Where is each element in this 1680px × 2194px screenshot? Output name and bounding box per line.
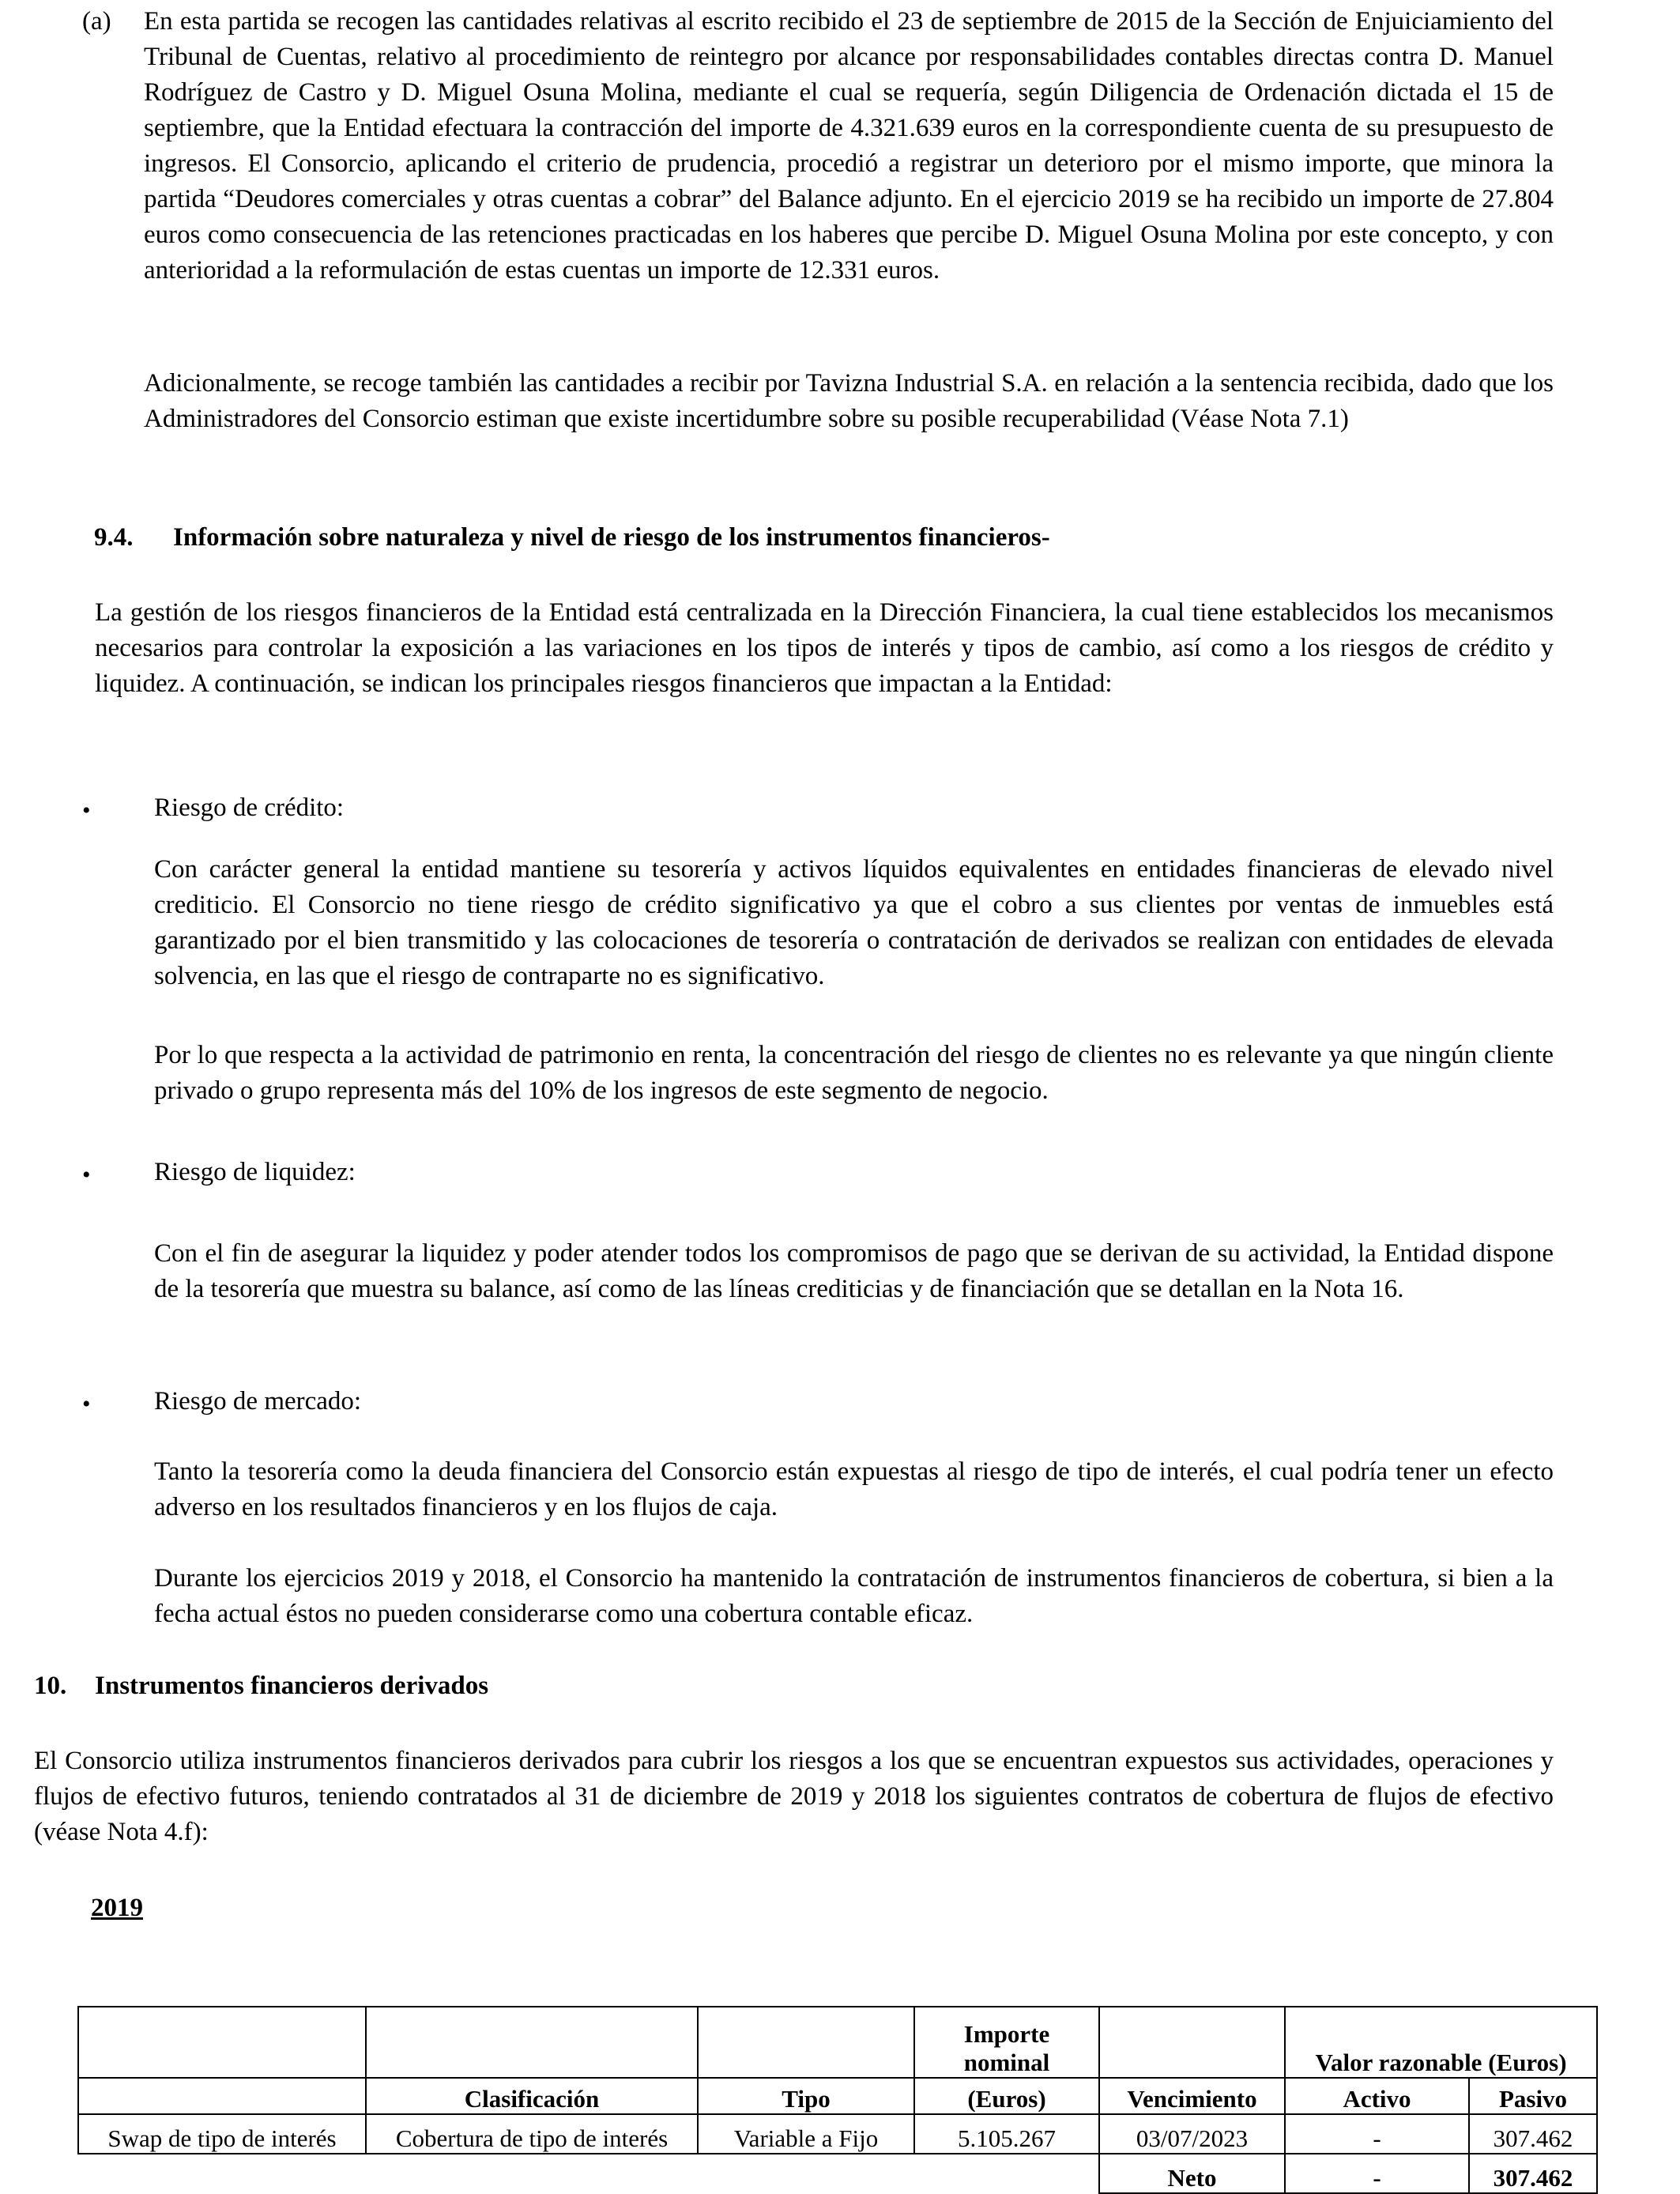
total-pasivo: 307.462 (1469, 2154, 1597, 2193)
table-row (78, 2114, 1597, 2154)
risk-label-credito: Riesgo de crédito: (154, 794, 345, 822)
paragraph-a-2: Adicionalmente, se recoge también las cantidades a recibir por Tavizna Industrial S.A. en relación a la sentencia recibida, dado que los Administradores del Consorcio estiman que existe incertidumbre sobre su posible recuperabilidad (Véase Nota 7.1) (144, 369, 1554, 433)
table-header-row (78, 2078, 1597, 2114)
table-cell (78, 2078, 366, 2114)
table-cell (366, 2154, 698, 2193)
risk-paragraph: Por lo que respecta a la actividad de patrimonio en renta, la concentración del riesgo de clientes no es relevante ya que ningún cliente privado o grupo representa más del 10% de los ingresos de este segmento de negocio. (154, 1041, 1554, 1105)
section-number: 9.4. (94, 523, 134, 552)
table-header-row (78, 2007, 1597, 2078)
header-importe-units: (Euros) (914, 2078, 1099, 2114)
cell-instrumento: Swap de tipo de interés (78, 2114, 366, 2154)
table-cell (78, 2007, 366, 2078)
risk-label-liquidez: Riesgo de liquidez: (154, 1158, 356, 1186)
section-heading-9-4 (94, 520, 1050, 556)
cell-activo: - (1285, 2114, 1469, 2154)
bullet-icon: • (82, 797, 91, 824)
table-cell (914, 2154, 1099, 2193)
risk-paragraph: Durante los ejercicios 2019 y 2018, el Consorcio ha mantenido la contratación de instrumentos financieros de cobertura, si bien a la fecha actual éstos no pueden considerarse como una cobertura contable eficaz. (154, 1564, 1554, 1628)
table-cell (698, 2154, 914, 2193)
table-total-row (78, 2154, 1597, 2193)
risk-paragraph: Con el fin de asegurar la liquidez y poder atender todos los compromisos de pago que se derivan de su actividad, la Entidad dispone de la tesorería que muestra su balance, así como de las líneas crediticias y de financiación que se detallan en la Nota 16. (154, 1239, 1554, 1303)
section-heading-10 (34, 1668, 488, 1704)
cell-pasivo: 307.462 (1469, 2114, 1597, 2154)
risk-paragraph: Tanto la tesorería como la deuda financiera del Consorcio están expuestas al riesgo de tipo de interés, el cual podría tener un efecto adverso en los resultados financieros y en los flujos de caja. (154, 1457, 1554, 1521)
cell-importe: 5.105.267 (914, 2114, 1099, 2154)
list-label-a: (a) (82, 7, 111, 36)
section-title: Información sobre naturaleza y nivel de riesgo de los instrumentos financieros- (173, 523, 1050, 552)
table-year-heading: 2019 (91, 1894, 143, 1922)
header-vencimiento: Vencimiento (1099, 2078, 1285, 2114)
total-activo: - (1285, 2154, 1469, 2193)
table-cell (366, 2007, 698, 2078)
header-clasificacion: Clasificación (366, 2078, 698, 2114)
table-cell (78, 2154, 366, 2193)
header-activo: Activo (1285, 2078, 1469, 2114)
section-title: Instrumentos financieros derivados (95, 1672, 489, 1700)
header-valor-razonable: Valor razonable (Euros) (1285, 2007, 1597, 2078)
risk-label-mercado: Riesgo de mercado: (154, 1387, 362, 1416)
section-intro-9-4: La gestión de los riesgos financieros de la Entidad está centralizada en la Dirección Financiera, la cual tiene establecidos los mecanismos necesarios para controlar la exposición a las variaciones en los tipos de interés y tipos de cambio, así como a los riesgos de crédito y liquidez. A continuación, se indican los principales riesgos financieros que impactan a la Entidad: (95, 598, 1554, 698)
header-importe-nominal: Importe nominal (914, 2007, 1099, 2078)
derivatives-table (77, 2006, 1598, 2194)
bullet-icon: • (82, 1391, 91, 1417)
bullet-icon: • (82, 1162, 91, 1188)
paragraph-a-1: En esta partida se recogen las cantidades relativas al escrito recibido el 23 de septiembre de 2015 de la Sección de Enjuiciamiento del Tribunal de Cuentas, relativo al procedimiento de reintegro por alcance por responsabilidades contables directas contra D. Manuel Rodríguez de Castro y D. Miguel Osuna Molina, mediante el cual se requería, según Diligencia de Ordenación dictada el 15 de septiembre, que la Entidad efectuara la contracción del importe de 4.321.639 euros en la correspondiente cuenta de su presupuesto de ingresos. El Consorcio, aplicando el criterio de prudencia, procedió a registrar un deterioro por el mismo importe, que minora la partida “Deudores comerciales y otras cuentas a cobrar” del Balance adjunto. En el ejercicio 2019 se ha recibido un importe de 27.804 euros como consecuencia de las retenciones practicadas en los haberes que percibe D. Miguel Osuna Molina por este concepto, y con anterioridad a la reformulación de estas cuentas un importe de 12.331 euros. (144, 7, 1554, 285)
section-paragraph-10: El Consorcio utiliza instrumentos financieros derivados para cubrir los riesgos a los que se encuentran expuestos sus actividades, operaciones y flujos de efectivo futuros, teniendo contratados al 31 de diciembre de 2019 y 2018 los siguientes contratos de cobertura de flujos de efectivo (véase Nota 4.f): (34, 1747, 1554, 1846)
cell-tipo: Variable a Fijo (698, 2114, 914, 2154)
cell-vencimiento: 03/07/2023 (1099, 2114, 1285, 2154)
total-label: Neto (1099, 2154, 1285, 2193)
section-number: 10. (34, 1672, 67, 1700)
table-cell (698, 2007, 914, 2078)
header-tipo: Tipo (698, 2078, 914, 2114)
risk-paragraph: Con carácter general la entidad mantiene su tesorería y activos líquidos equivalentes en entidades financieras de elevado nivel crediticio. El Consorcio no tiene riesgo de crédito significativo ya que el cobro a sus clientes por ventas de inmuebles está garantizado por el bien transmitido y las colocaciones de tesorería o contratación de derivados se realizan con entidades de elevada solvencia, en las que el riesgo de contraparte no es significativo. (154, 855, 1554, 990)
header-pasivo: Pasivo (1469, 2078, 1597, 2114)
cell-clasificacion: Cobertura de tipo de interés (366, 2114, 698, 2154)
table-cell (1099, 2007, 1285, 2078)
